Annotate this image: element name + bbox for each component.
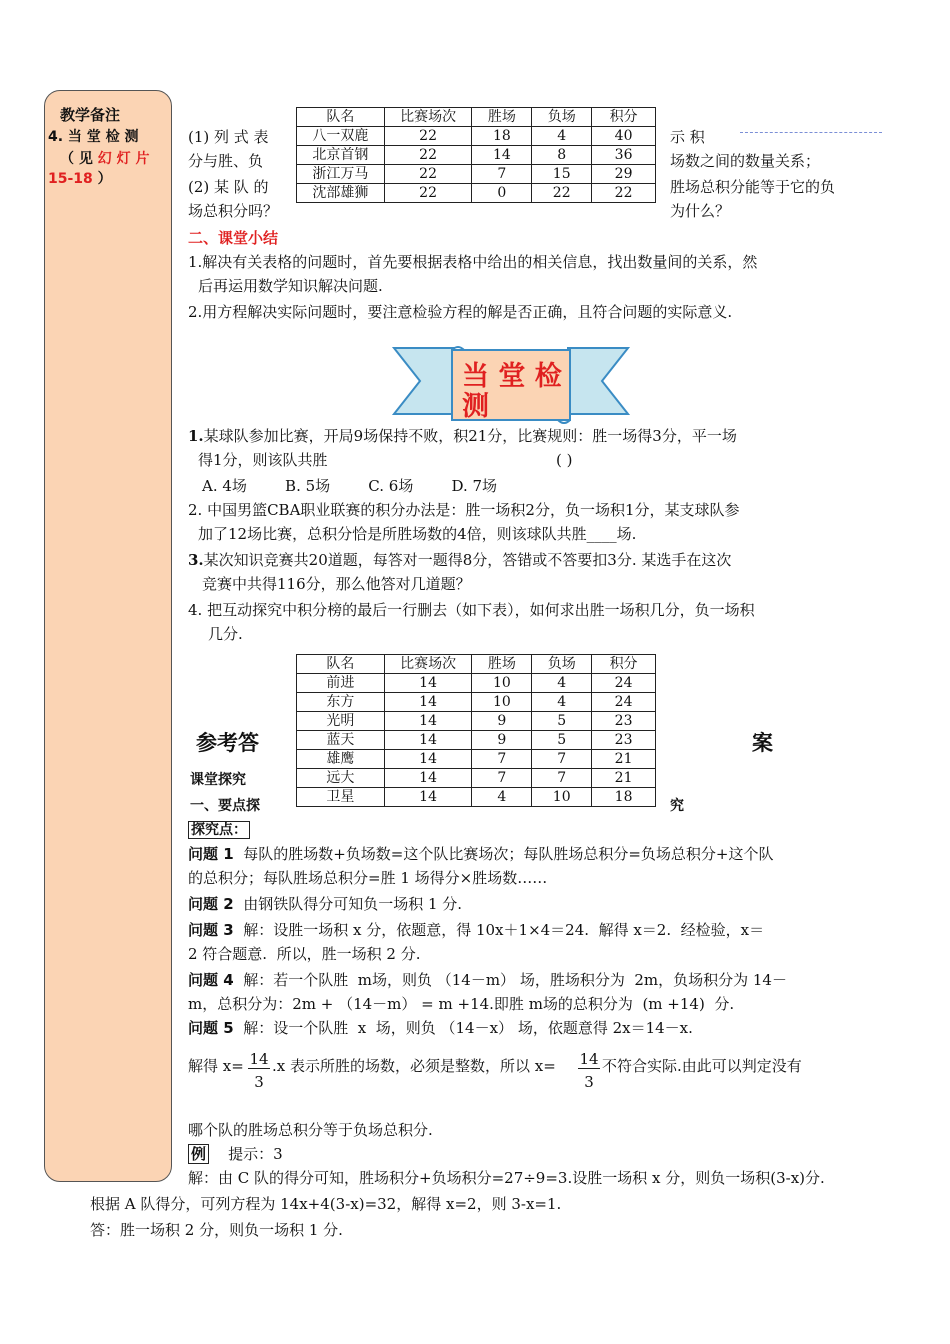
table-header-cell: 积分 (592, 108, 656, 127)
teaching-notes-panel (44, 90, 172, 1182)
table-header-cell: 比赛场次 (384, 108, 472, 127)
table-row (297, 712, 656, 731)
table-cell: 蓝天 (297, 731, 385, 750)
table-cell: 东方 (297, 693, 385, 712)
table-cell: 4 (532, 674, 592, 693)
table-cell: 14 (384, 712, 472, 731)
table-cell: 22 (384, 146, 472, 165)
standings-table-1 (296, 107, 656, 203)
explore-q2-right-a: 胜场总积分能等于它的负 (670, 178, 836, 196)
table-cell: 0 (472, 184, 532, 203)
table-cell: 18 (592, 788, 656, 807)
question-label: 问题 5 (188, 1019, 234, 1037)
table-cell: 卫星 (297, 788, 385, 807)
table-cell: 7 (532, 769, 592, 788)
test-q4a: 4. 把互动探究中积分榜的最后一行删去（如下表），如何求出胜一场积几分，负一场积 (188, 601, 755, 619)
answers-sub-right: 究 (670, 798, 684, 814)
table-row (297, 750, 656, 769)
table-cell: 24 (592, 674, 656, 693)
table-row (297, 693, 656, 712)
table-cell: 14 (384, 788, 472, 807)
table-cell: 23 (592, 731, 656, 750)
answer-q1b: 的总积分；每队胜场总积分=胜 1 场得分×胜场数…… (188, 869, 548, 887)
answers-section: 课堂探究 (190, 772, 246, 788)
table-cell: 10 (532, 788, 592, 807)
answer-text: 解：设一个队胜 x 场，则负 （14－x） 场，依题意得 2x＝14－x. (233, 1019, 693, 1037)
table-cell: 沈部雄狮 (297, 184, 385, 203)
table-cell: 八一双鹿 (297, 127, 385, 146)
table-cell: 5 (532, 712, 592, 731)
table-cell: 36 (592, 146, 656, 165)
table-cell: 29 (592, 165, 656, 184)
table-cell: 14 (384, 769, 472, 788)
example-line3: 答：胜一场积 2 分，则负一场积 1 分. (90, 1221, 343, 1239)
table-cell: 24 (592, 693, 656, 712)
teaching-notes-line (60, 148, 150, 168)
table-header-cell: 积分 (592, 655, 656, 674)
table-cell: 10 (472, 674, 532, 693)
table-header-cell: 负场 (532, 655, 592, 674)
answer-q5-solve-mid: .x 表示所胜的场数，必须是整数，所以 x= (272, 1057, 556, 1075)
example-line2: 根据 A 队得分，可列方程为 14x+4(3-x)=32，解得 x=2，则 3-x=1. (90, 1195, 562, 1213)
table-header-cell: 胜场 (472, 655, 532, 674)
table-cell: 4 (532, 127, 592, 146)
table-cell: 北京首钢 (297, 146, 385, 165)
table-cell: 10 (472, 693, 532, 712)
summary-p1b: 后再运用数学知识解决问题. (198, 277, 383, 295)
table-header-cell: 负场 (532, 108, 592, 127)
fraction-numerator: 14 (579, 1050, 599, 1068)
table-header-row (297, 108, 656, 127)
dashed-divider (740, 132, 882, 133)
explore-point-label (188, 820, 250, 840)
table-cell: 40 (592, 127, 656, 146)
answer-q5-solve-pre: 解得 x= (188, 1057, 244, 1075)
answer-q5 (188, 1018, 693, 1038)
table-cell: 4 (532, 693, 592, 712)
answers-title-left: 参考答 (196, 731, 259, 755)
table-cell: 22 (384, 165, 472, 184)
answer-paren: ( ) (556, 451, 573, 469)
example-label: 例 (188, 1144, 209, 1164)
test-q1b: 得1分，则该队共胜 (198, 451, 328, 469)
summary-p1a: 1.解决有关表格的问题时，首先要根据表格中给出的相关信息，找出数量间的关系，然 (188, 253, 758, 271)
table-cell: 7 (472, 750, 532, 769)
table-cell: 前进 (297, 674, 385, 693)
explore-q2-left-b: 场总积分吗？ (188, 202, 279, 220)
table-row (297, 146, 656, 165)
answer-q2 (188, 894, 462, 914)
table-cell: 7 (472, 769, 532, 788)
explore-q1-left-b: 分与胜、负 (188, 152, 264, 170)
table-cell: 7 (472, 165, 532, 184)
question-text: 某球队参加比赛，开局9场保持不败，积21分，比赛规则：胜一场得3分，平一场 (203, 427, 737, 445)
table-cell: 14 (384, 674, 472, 693)
table-header-cell: 胜场 (472, 108, 532, 127)
teaching-notes-text: ） (97, 171, 112, 187)
fraction-numerator: 14 (249, 1050, 269, 1068)
table-cell: 22 (384, 184, 472, 203)
test-q2b: 加了12场比赛，总积分恰是所胜场数的4倍，则该球队共胜____场. (198, 525, 637, 543)
table-cell: 18 (472, 127, 532, 146)
test-q2a: 2. 中国男篮CBA职业联赛的积分办法是：胜一场积2分，负一场积1分，某支球队参 (188, 501, 740, 519)
explore-q1-right-b: 场数之间的数量关系； (670, 152, 821, 170)
teaching-notes-line: 4. 当 堂 检 测 (48, 129, 139, 145)
explore-q1-right-a: 示 积 (670, 128, 705, 146)
explore-q2-left-a: (2) 某 队 的 (188, 178, 269, 196)
example-line1: 解：由 C 队的得分可知，胜场积分+负场积分=27÷9=3.设胜一场积 x 分，则负一场积(3-x)分. (188, 1169, 825, 1187)
table-header-row (297, 655, 656, 674)
standings-table-2 (296, 654, 656, 807)
table-cell: 雄鹰 (297, 750, 385, 769)
table-cell: 9 (472, 731, 532, 750)
question-text: 某次知识竞赛共20道题，每答对一题得8分，答错或不答要扣3分. 某选手在这次 (203, 551, 732, 569)
answer-q1a (188, 844, 774, 864)
test-q3b: 竞赛中共得116分，那么他答对几道题？ (202, 575, 471, 593)
answer-q5-solve-post: 不符合实际.由此可以判定没有 (602, 1057, 802, 1075)
table-cell: 14 (384, 693, 472, 712)
table-cell: 14 (384, 750, 472, 769)
summary-heading: 二、课堂小结 (188, 229, 279, 247)
answer-text: 解：设胜一场积 x 分，依题意，得 10x＋1×4＝24. 解得 x＝2. 经检验，x＝ (233, 921, 765, 939)
table-cell: 5 (532, 731, 592, 750)
fraction-14-over-3 (248, 1050, 270, 1091)
answer-text: 每队的胜场数+负场数=这个队比赛场次；每队胜场总积分=负场总积分+这个队 (233, 845, 774, 863)
fraction-14-over-3 (578, 1050, 600, 1091)
answer-q4b: m，总积分为：2m + （14－m） = m +14.即胜 m场的总积分为 (m +14) 分. (188, 995, 735, 1013)
table-cell: 14 (384, 731, 472, 750)
explore-q2-right-b: 为什么？ (670, 202, 731, 220)
table-cell: 21 (592, 750, 656, 769)
summary-p2: 2.用方程解决实际问题时，要注意检验方程的解是否正确，且符合问题的实际意义. (188, 303, 733, 321)
fraction-denominator: 3 (584, 1073, 594, 1091)
teaching-notes-text: （ 见 (60, 151, 93, 167)
banner-text-line2: 测 (462, 391, 489, 422)
answer-q3a (188, 920, 764, 940)
table-row (297, 184, 656, 203)
answer-text: 解：若一个队胜 m场，则负 （14－m） 场，胜场积分为 2m，负场积分为 14－ (233, 971, 787, 989)
table-cell: 8 (532, 146, 592, 165)
question-label: 问题 2 (188, 895, 234, 913)
table-row (297, 788, 656, 807)
example-hint (188, 1144, 283, 1164)
table-row (297, 769, 656, 788)
answer-q5-conclusion: 哪个队的胜场总积分等于负场总积分. (188, 1121, 433, 1139)
teaching-notes-title: 教学备注 (60, 106, 121, 124)
table-row (297, 731, 656, 750)
example-hint-text: 提示：3 (209, 1145, 283, 1163)
question-label: 问题 1 (188, 845, 234, 863)
table-cell: 22 (532, 184, 592, 203)
banner-text-line1: 当 堂 检 (462, 361, 562, 392)
test-q1a (188, 426, 737, 446)
question-number: 3. (188, 551, 204, 569)
table-row (297, 674, 656, 693)
table-cell: 远大 (297, 769, 385, 788)
slide-reference: 幻 灯 片 (97, 151, 150, 167)
table-cell: 光明 (297, 712, 385, 731)
test-q4b: 几分. (208, 625, 243, 643)
question-label: 问题 4 (188, 971, 234, 989)
answer-q4a (188, 970, 787, 990)
test-q3a (188, 550, 731, 570)
answers-sub-left: 一、要点探 (190, 798, 260, 814)
answers-title-right: 案 (752, 731, 773, 755)
table-row (297, 165, 656, 184)
table-cell: 21 (592, 769, 656, 788)
test-q1-options: A. 4场 B. 5场 C. 6场 D. 7场 (202, 477, 498, 495)
answer-q3b: 2 符合题意. 所以，胜一场积 2 分. (188, 945, 421, 963)
fraction-denominator: 3 (254, 1073, 264, 1091)
table-cell: 7 (532, 750, 592, 769)
slide-range: 15-18 (48, 171, 93, 187)
table-cell: 4 (472, 788, 532, 807)
answer-text: 由钢铁队得分可知负一场积 1 分. (233, 895, 463, 913)
table-cell: 23 (592, 712, 656, 731)
table-cell: 22 (592, 184, 656, 203)
table-header-cell: 队名 (297, 655, 385, 674)
table-cell: 9 (472, 712, 532, 731)
question-number: 1. (188, 427, 204, 445)
table-row (297, 127, 656, 146)
explore-q1-left-a: (1) 列 式 表 (188, 128, 269, 146)
table-cell: 浙江万马 (297, 165, 385, 184)
table-cell: 14 (472, 146, 532, 165)
explore-point-text: 探究点： (188, 821, 250, 839)
question-label: 问题 3 (188, 921, 234, 939)
teaching-notes-line (48, 168, 112, 188)
table-header-cell: 队名 (297, 108, 385, 127)
table-cell: 22 (384, 127, 472, 146)
table-cell: 15 (532, 165, 592, 184)
table-header-cell: 比赛场次 (384, 655, 472, 674)
